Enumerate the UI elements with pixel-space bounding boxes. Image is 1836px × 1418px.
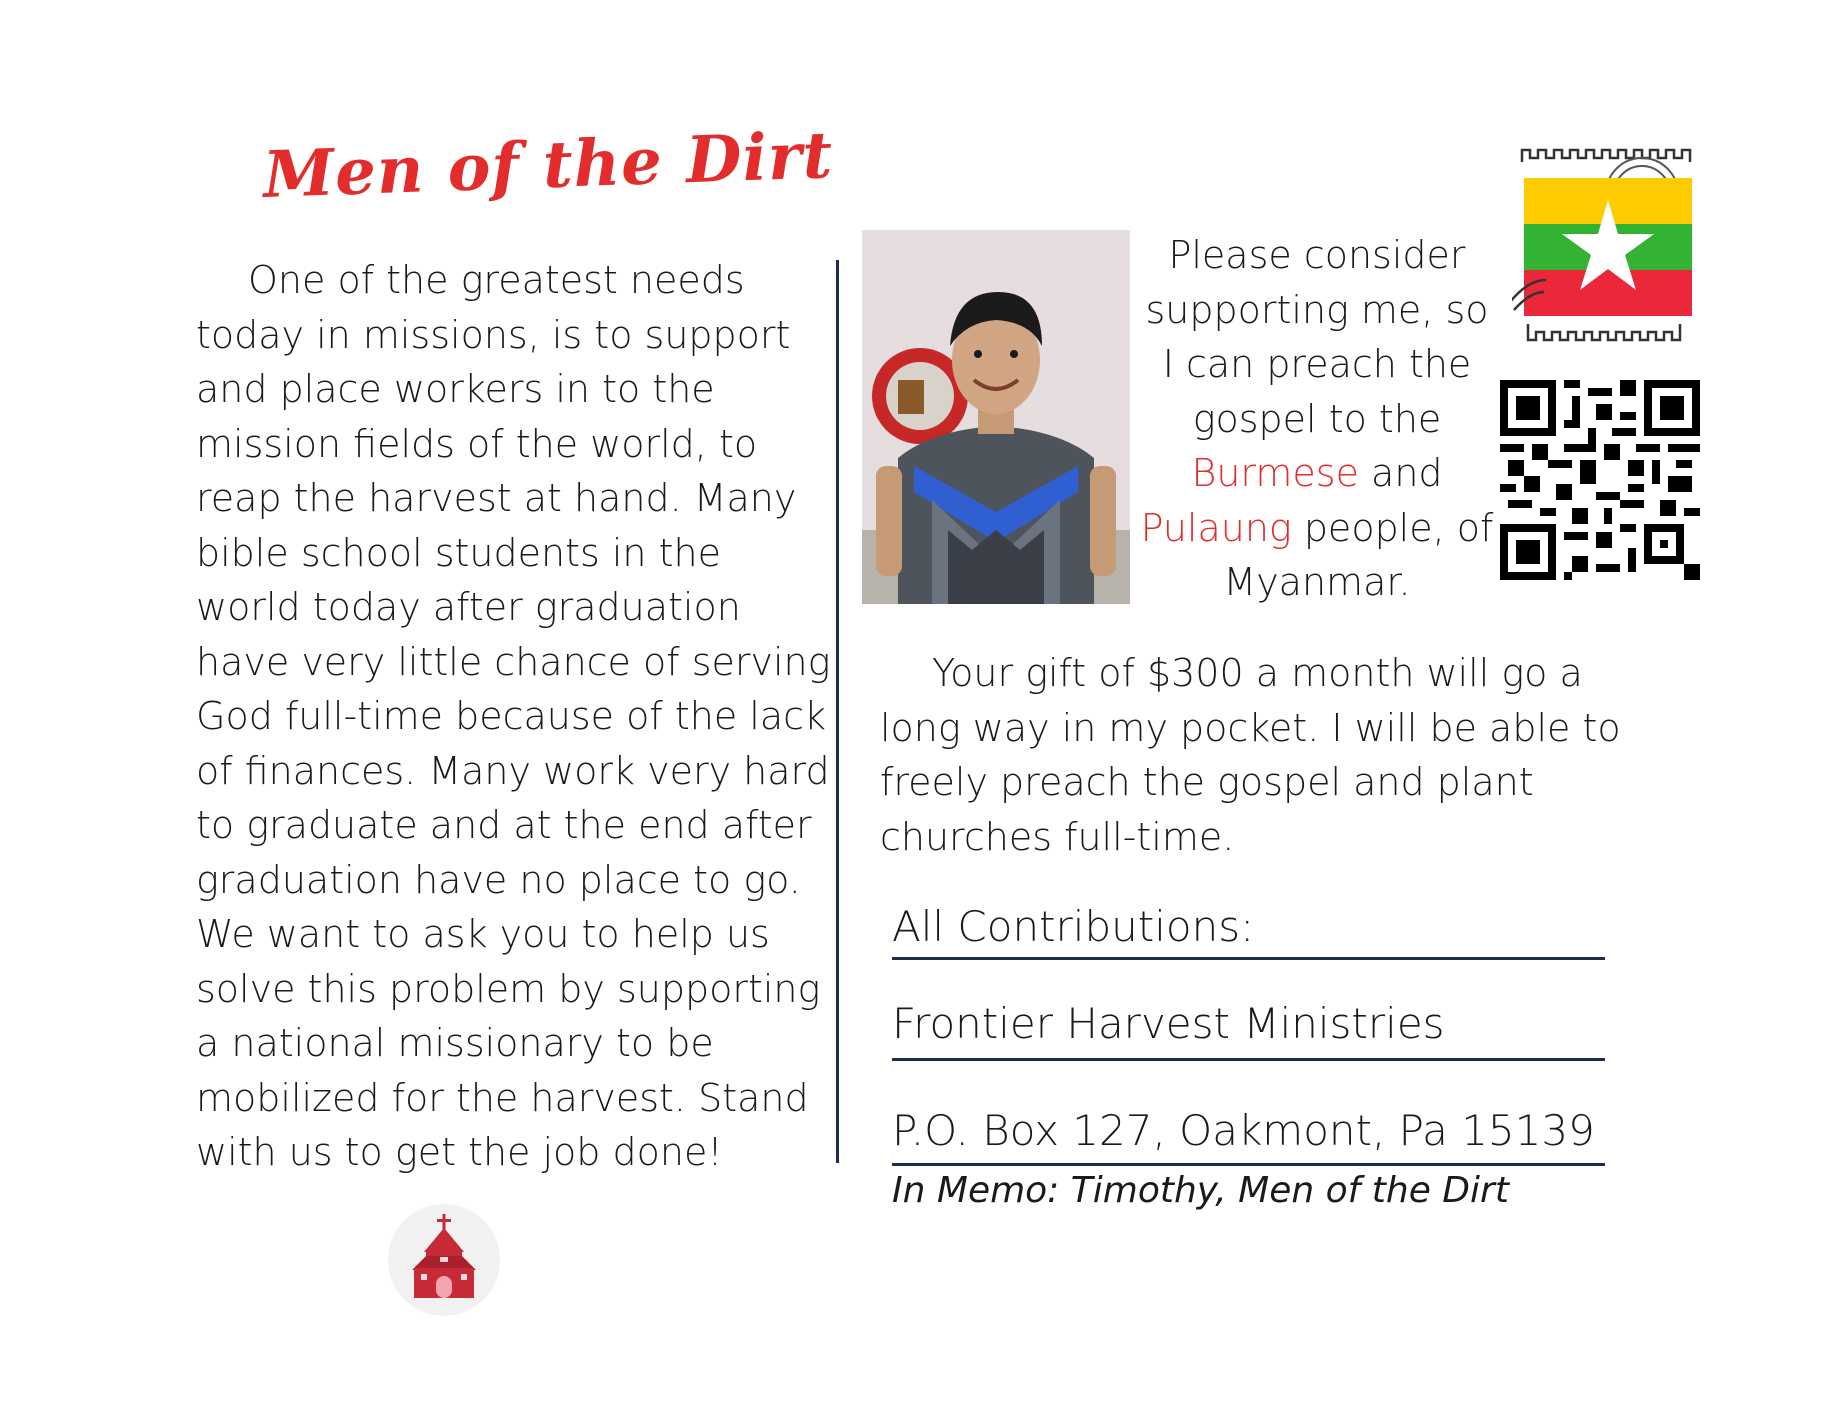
gift-text xyxy=(880,646,1660,864)
person-photo-illustration xyxy=(862,230,1130,604)
people-pulaung: Pulaung xyxy=(1140,505,1292,550)
mission-appeal-text xyxy=(196,253,836,1180)
memo-note: In Memo: Timothy, Men of the Dirt xyxy=(892,1170,1509,1211)
page-title: Men of the Dirt xyxy=(262,118,835,213)
mission-paragraph: One of the greatest needs today in missions, is to support and place workers in to the mission fields of the world, to reap the harvest at hand. Many bible school students in the world today after graduation have very little chance of serving God full-time because of the lack of finances. Many work very hard to graduate and at the end after graduation have no place to go. We want to ask you to help us solve this problem by supporting a national missionary to be mobilized for the harvest. Stand with us to get the job done! xyxy=(196,258,831,1174)
support-request xyxy=(1136,228,1498,610)
support-request-tail: people, of Myanmar. xyxy=(1223,505,1494,604)
vertical-divider xyxy=(836,260,839,1163)
contributions-heading: All Contributions: xyxy=(892,902,1255,951)
organization-underline xyxy=(892,1058,1605,1061)
person-photo xyxy=(862,230,1130,604)
myanmar-flag-stamp-icon xyxy=(1512,142,1702,348)
address-underline xyxy=(892,1163,1605,1166)
support-request-and: and xyxy=(1358,451,1443,495)
support-request-text: Please consider supporting me, so I can preach the gospel to the xyxy=(1145,233,1489,441)
qr-code-icon xyxy=(1500,380,1700,580)
contributions-heading-underline xyxy=(892,957,1605,960)
gift-paragraph: Your gift of $300 a month will go a long way in my pocket. I will be able to freely preach the gospel and plant churches full-time. xyxy=(880,651,1621,859)
organization-name: Frontier Harvest Ministries xyxy=(892,999,1445,1048)
people-burmese: Burmese xyxy=(1191,451,1359,495)
church-icon xyxy=(388,1204,500,1316)
mailing-address: P.O. Box 127, Oakmont, Pa 15139 xyxy=(892,1106,1595,1155)
